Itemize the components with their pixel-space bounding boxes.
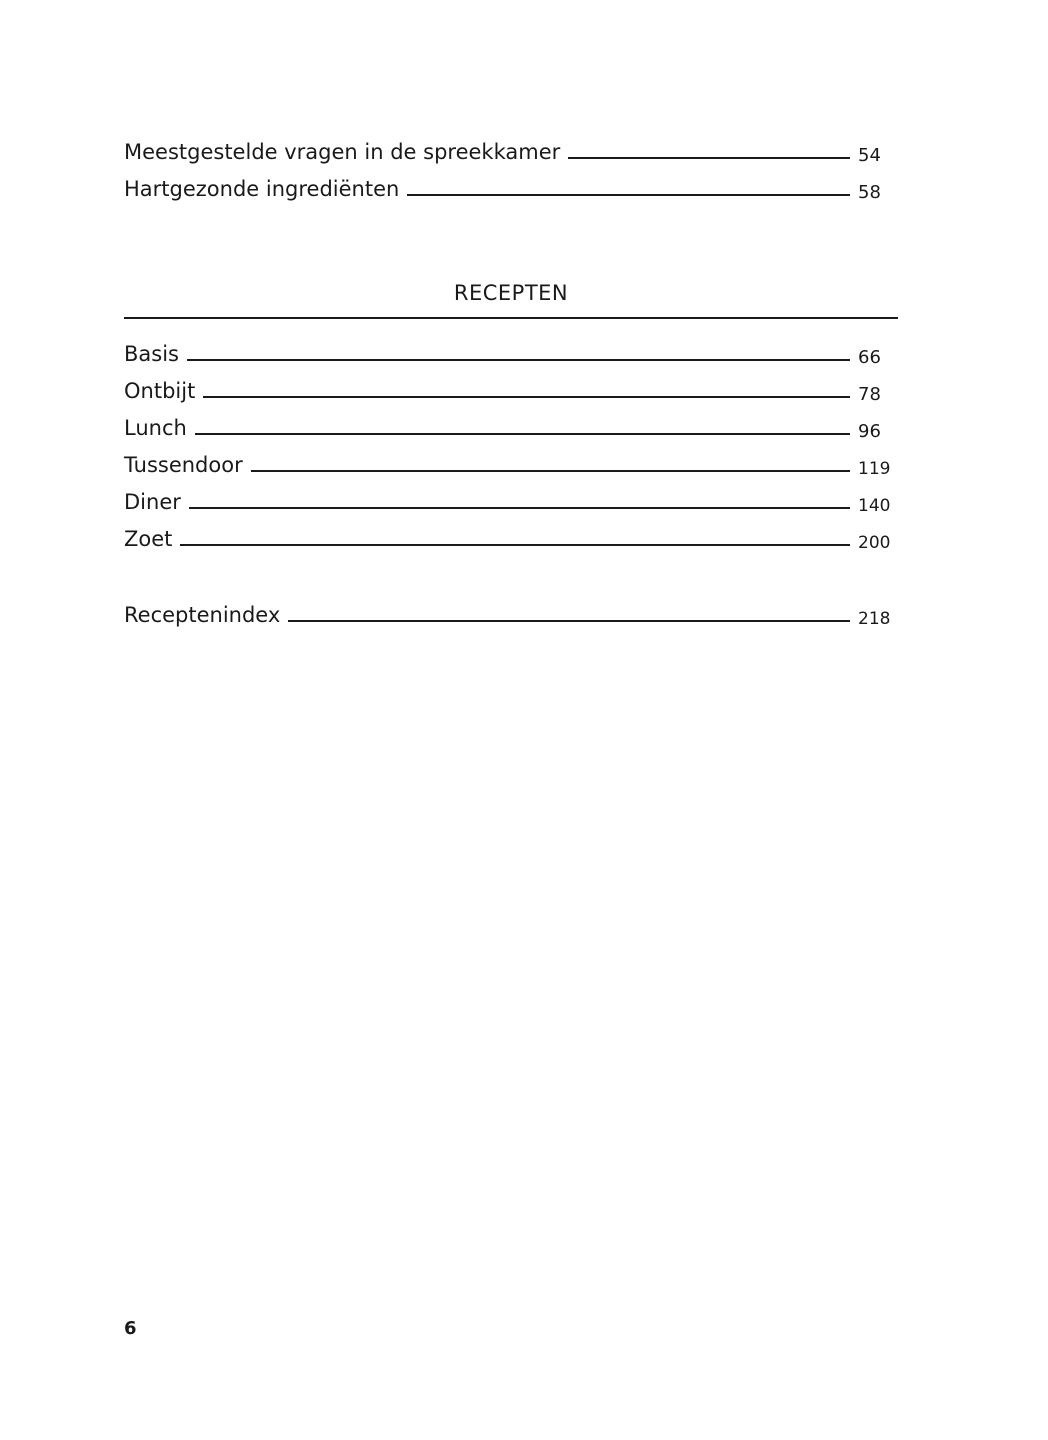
toc-entry-lunch[interactable] — [124, 404, 894, 441]
toc-entry-zoet[interactable] — [124, 515, 894, 552]
page-number: 6 — [124, 1318, 137, 1339]
toc-index-list — [124, 591, 894, 628]
toc-entry-page: 140 — [858, 496, 891, 516]
toc-entry-basis[interactable] — [124, 330, 894, 367]
toc-leader-line — [187, 359, 850, 361]
toc-entry-label: Lunch — [124, 416, 187, 440]
toc-entry-label: Diner — [124, 490, 181, 514]
toc-leader-line — [568, 157, 850, 159]
toc-leader-line — [195, 433, 850, 435]
section-divider — [124, 317, 898, 319]
toc-entry-diner[interactable] — [124, 478, 894, 515]
toc-entry-page: 119 — [858, 459, 891, 479]
toc-entry-label: Receptenindex — [124, 603, 281, 627]
toc-entry-page: 58 — [858, 182, 881, 203]
toc-leader-line — [407, 194, 850, 196]
toc-entry-label: Meestgestelde vragen in de spreekkamer — [124, 140, 561, 164]
toc-leader-line — [288, 620, 850, 622]
toc-entry-ingredients[interactable] — [124, 165, 894, 202]
toc-entry-label: Basis — [124, 342, 179, 366]
toc-entry-ontbijt[interactable] — [124, 367, 894, 404]
toc-entry-tussendoor[interactable] — [124, 441, 894, 478]
toc-entry-faq[interactable] — [124, 128, 894, 165]
toc-recipes-list — [124, 330, 894, 552]
toc-entry-label: Ontbijt — [124, 379, 196, 403]
toc-leader-line — [189, 507, 850, 509]
toc-entry-page: 78 — [858, 384, 881, 405]
toc-leader-line — [251, 470, 850, 472]
toc-intro-list — [124, 128, 894, 202]
toc-leader-line — [203, 396, 850, 398]
toc-entry-page: 54 — [858, 145, 881, 166]
toc-leader-line — [180, 544, 850, 546]
toc-entry-label: Zoet — [124, 527, 173, 551]
toc-entry-page: 66 — [858, 347, 881, 368]
toc-entry-page: 200 — [858, 533, 891, 553]
section-heading-recepten: RECEPTEN — [453, 281, 569, 305]
toc-entry-label: Hartgezonde ingrediënten — [124, 177, 400, 201]
toc-entry-page: 96 — [858, 421, 881, 442]
toc-entry-label: Tussendoor — [124, 453, 243, 477]
toc-entry-receptenindex[interactable] — [124, 591, 894, 628]
toc-entry-page: 218 — [858, 609, 891, 629]
